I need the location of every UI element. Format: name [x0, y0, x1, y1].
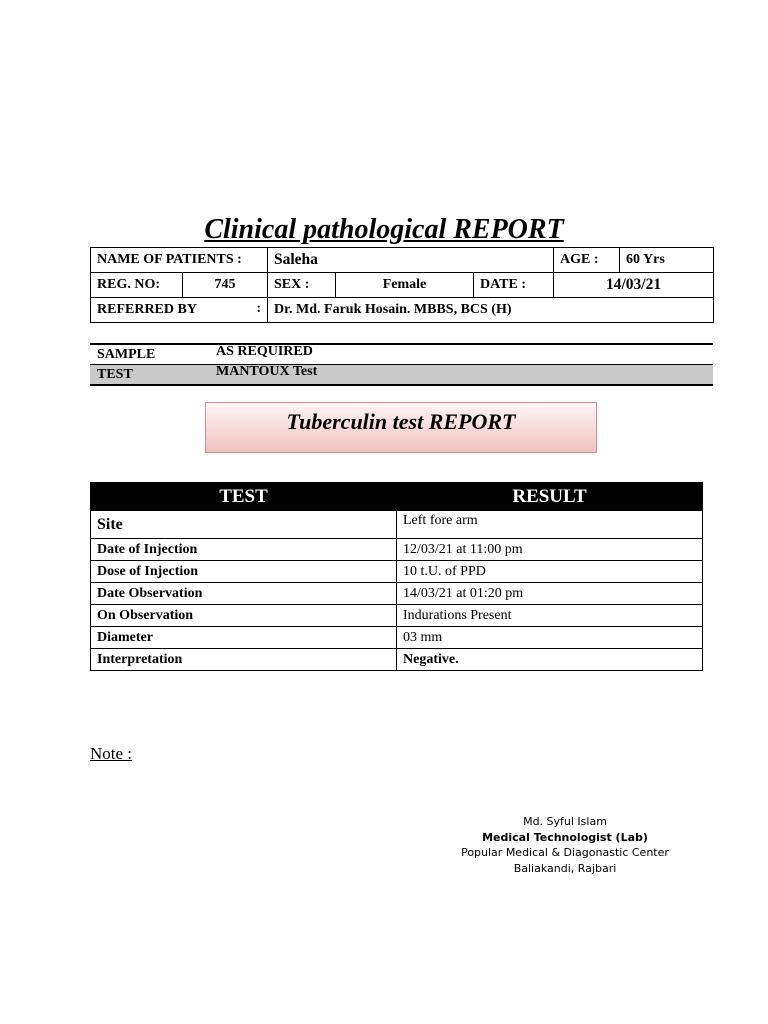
signatory-organization: Popular Medical & Diagonastic Center: [461, 846, 669, 859]
patient-sex: Female: [336, 273, 474, 298]
patient-age: 60 Yrs: [620, 248, 714, 273]
table-row: [91, 539, 703, 561]
row-test: Interpretation: [91, 649, 397, 671]
date-label: DATE :: [474, 273, 554, 298]
row-test: Dose of Injection: [91, 561, 397, 583]
age-label: AGE :: [554, 248, 620, 273]
sample-label: SAMPLE: [97, 347, 156, 362]
row-test: Site: [91, 511, 397, 539]
patient-name: Saleha: [268, 248, 554, 273]
signatory-name: Md. Syful Islam: [523, 815, 607, 828]
sample-row: [90, 343, 713, 364]
row-test: Date of Injection: [91, 539, 397, 561]
table-row: [91, 605, 703, 627]
referred-colon: :: [256, 301, 261, 316]
results-table: [90, 482, 703, 671]
test-value: MANTOUX Test: [216, 364, 318, 379]
table-row: [91, 561, 703, 583]
patient-name-row: [91, 248, 714, 273]
referred-row: [91, 298, 714, 323]
test-label: TEST: [97, 367, 133, 382]
signatory-location: Baliakandi, Rajbari: [513, 861, 617, 875]
table-row: [91, 649, 703, 671]
results-header-row: [91, 483, 703, 511]
sample-section: [90, 343, 713, 386]
row-result: Left fore arm: [397, 511, 703, 539]
referred-label: REFERRED BY: [97, 302, 197, 317]
row-result: 10 t.U. of PPD: [397, 561, 703, 583]
tuberculin-banner: Tuberculin test REPORT: [205, 402, 597, 453]
row-result: 14/03/21 at 01:20 pm: [397, 583, 703, 605]
patient-info-table: [90, 247, 714, 323]
test-row: [90, 364, 713, 386]
row-result: 12/03/21 at 11:00 pm: [397, 539, 703, 561]
reg-label: REG. NO:: [91, 273, 183, 298]
table-row: [91, 583, 703, 605]
row-result: Indurations Present: [397, 605, 703, 627]
note-label: Note :: [90, 744, 133, 763]
row-result: 03 mm: [397, 627, 703, 649]
table-row: [91, 627, 703, 649]
row-test: Date Observation: [91, 583, 397, 605]
header-test: TEST: [91, 483, 397, 511]
referred-label-cell: [91, 298, 268, 323]
report-title: Clinical pathological REPORT: [204, 214, 564, 245]
sex-label: SEX :: [268, 273, 336, 298]
signatory-role: Medical Technologist (Lab): [482, 830, 648, 844]
header-result: RESULT: [397, 483, 703, 511]
name-label: NAME OF PATIENTS :: [91, 248, 268, 273]
row-test: On Observation: [91, 605, 397, 627]
referred-by: Dr. Md. Faruk Hosain. MBBS, BCS (H): [268, 298, 714, 323]
row-test: Diameter: [91, 627, 397, 649]
reg-number: 745: [183, 273, 268, 298]
table-row: [91, 511, 703, 539]
signature-block: [456, 814, 674, 876]
row-result: Negative.: [397, 649, 703, 671]
sample-value: AS REQUIRED: [216, 344, 313, 359]
patient-reg-row: [91, 273, 714, 298]
report-date: 14/03/21: [554, 273, 714, 298]
